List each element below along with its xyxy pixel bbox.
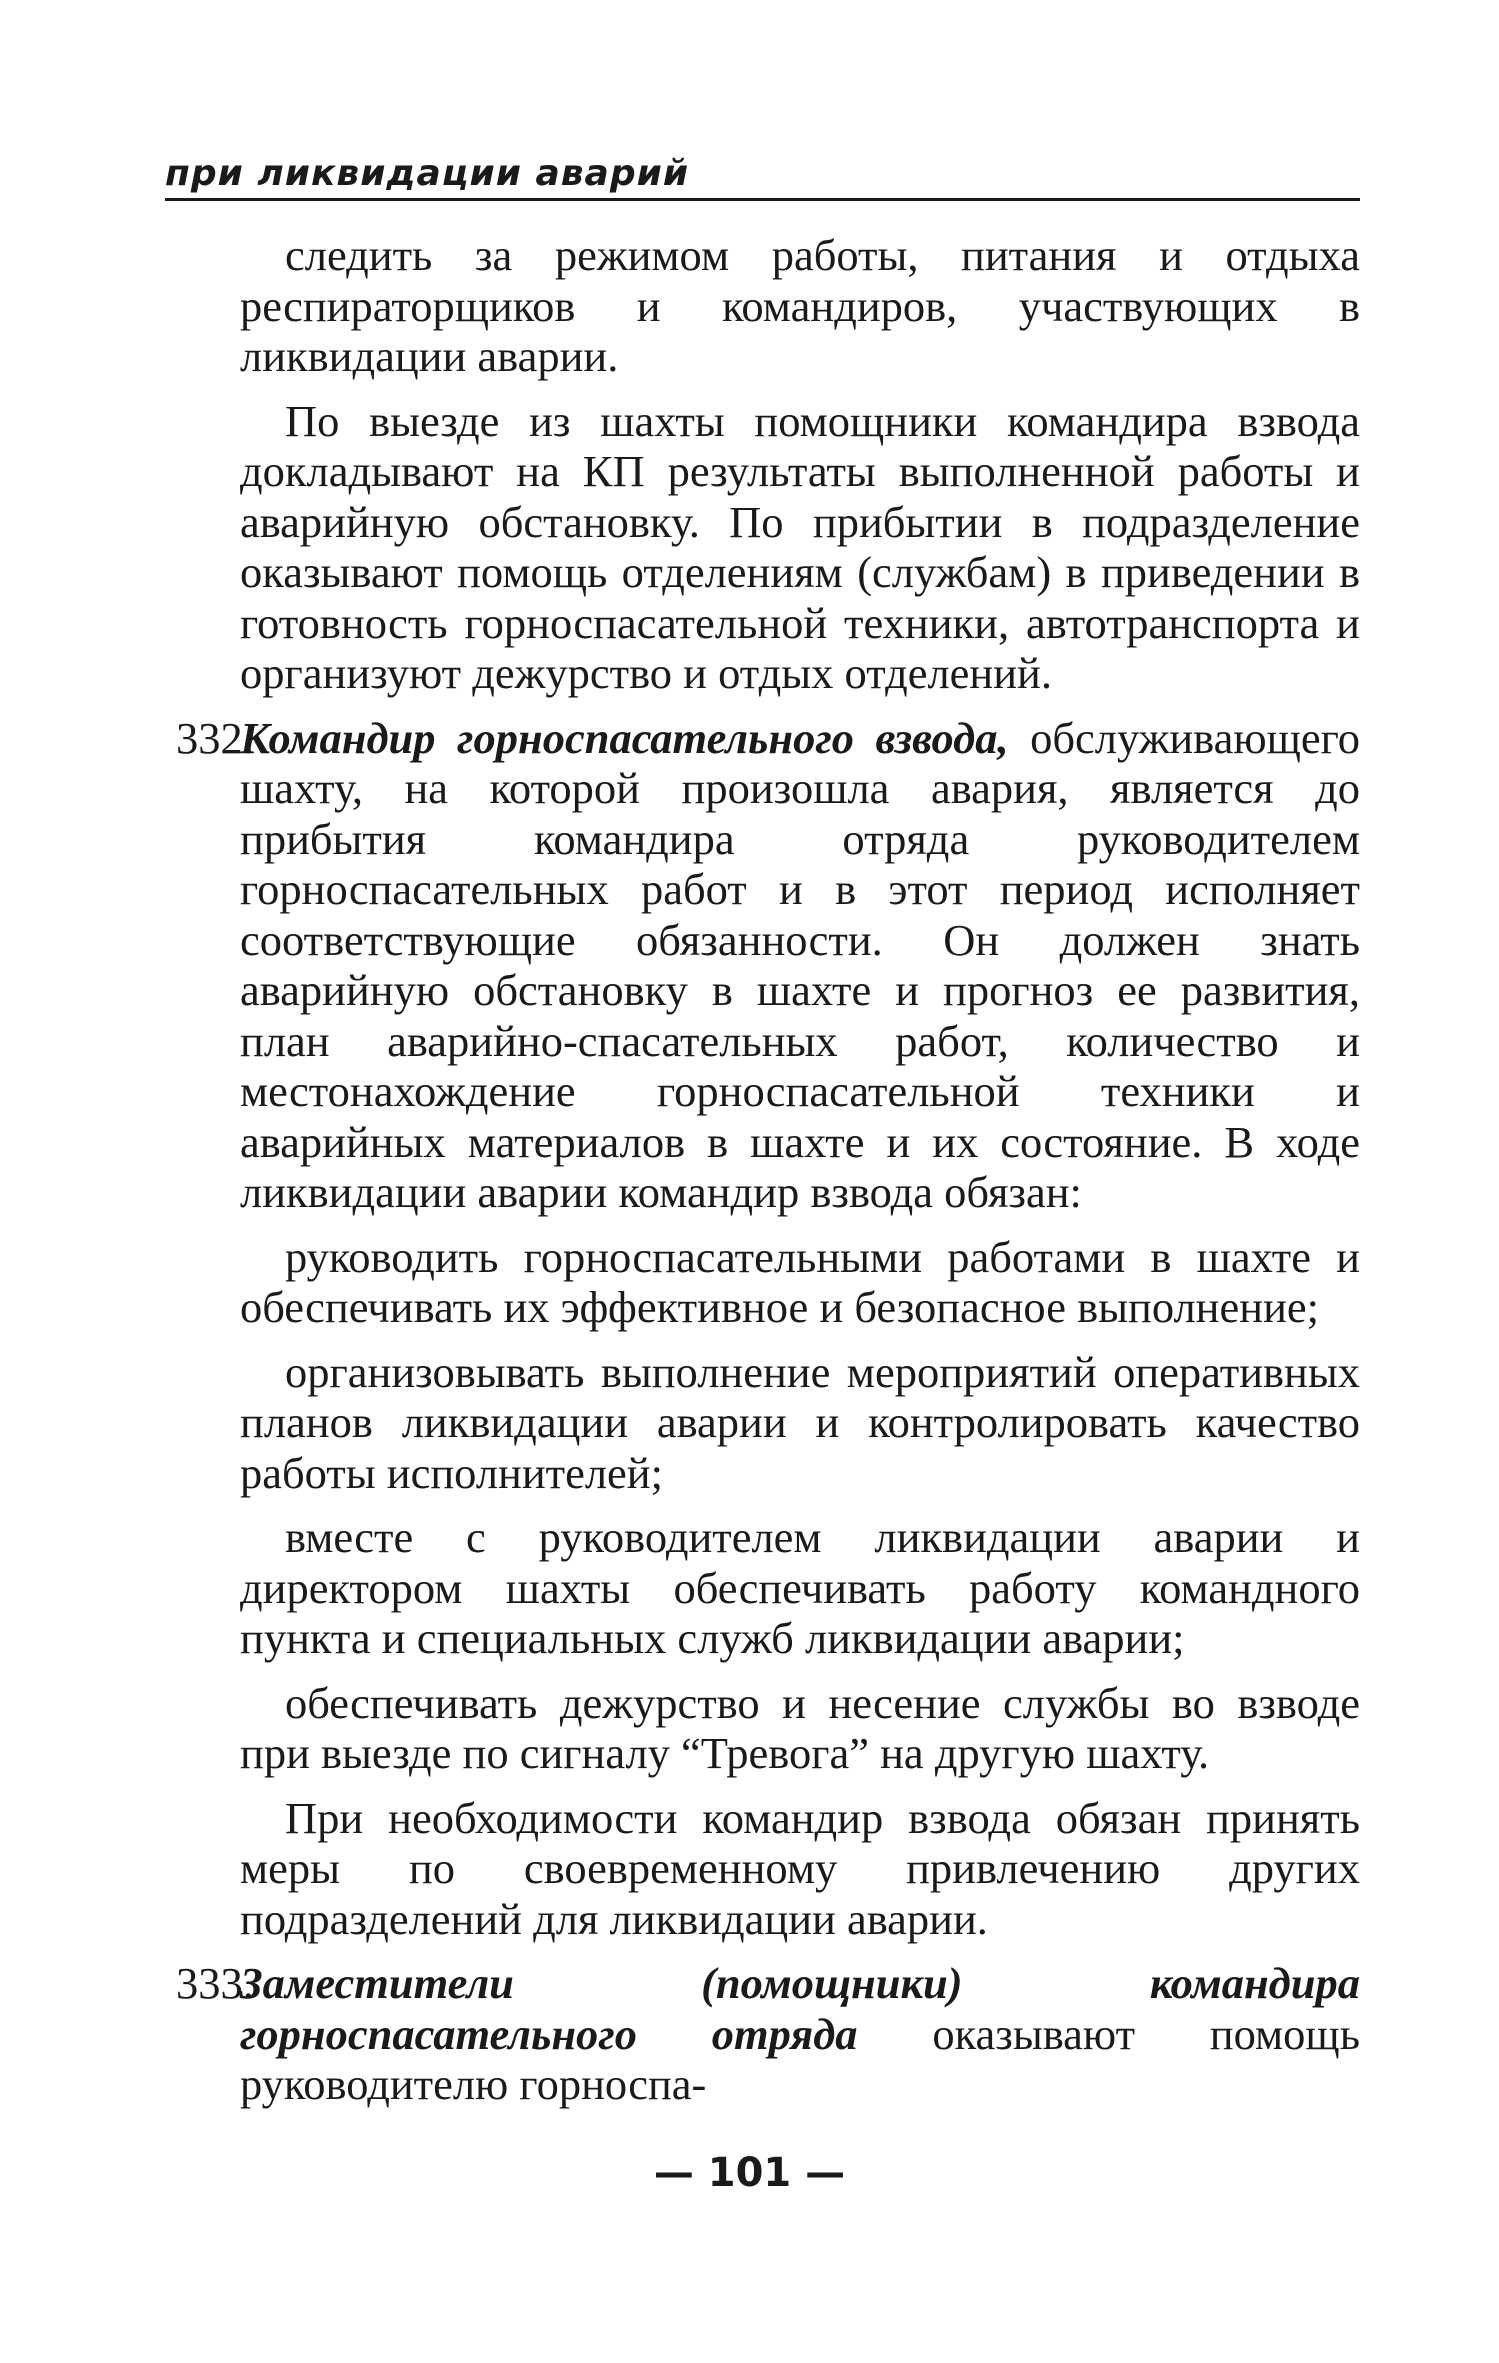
numbered-item-333 bbox=[176, 1958, 1360, 2110]
paragraph: При необходимости командир взвода обязан принять меры по своевременному привлечению других подразделений для ликвидации аварии. bbox=[240, 1792, 1360, 1944]
item-number: 333. bbox=[176, 1958, 254, 2008]
numbered-item-332 bbox=[176, 712, 1360, 1218]
paragraph: По выезде из шахты помощники командира взвода докладывают на КП результаты выполненной работы и аварийную обстановку. По прибытии в подразделение оказывают помощь отделениям (службам) в приведении в готовность горноспасательной техники, автотранспорта и организуют дежурство и отдых отделений. bbox=[240, 395, 1360, 698]
item-term: Заместители (помощники) командира горноспасательного отряда bbox=[240, 1958, 1360, 2059]
body-text bbox=[176, 230, 1360, 2110]
paragraph-continuation: следить за режимом работы, питания и отдыха респираторщиков и командиров, участвующих в ликвидации аварии. bbox=[240, 230, 1360, 381]
duty-item: руководить горноспасательными работами в шахте и обеспечивать их эффективное и безопасное выполнение; bbox=[240, 1231, 1360, 1332]
item-text: оказывают помощь руководителю горноспа- bbox=[240, 2008, 1360, 2109]
item-term: Командир горноспасательного взвода, bbox=[240, 712, 1009, 763]
running-title: при ликвидации аварий bbox=[165, 152, 1360, 201]
item-text: обслуживающего шахту, на которой произошла авария, является до прибытия командира отряда руководителем горноспасательных работ и в этот период исполняет соответствующие обязанности. Он должен знать аварийную обстановку в шахте и прогноз ее развития, план аварийно-спасательных работ, количество и местонахождение горноспасательной техники и аварийных материалов в шахте и их состояние. В ходе ликвидации аварии командир взвода обязан: bbox=[240, 712, 1360, 1217]
duty-item: вместе с руководителем ликвидации аварии и директором шахты обеспечивать работу командного пункта и специальных служб ликвидации аварии; bbox=[240, 1512, 1360, 1663]
page-number: — 101 — bbox=[653, 2150, 846, 2196]
item-number: 332. bbox=[176, 712, 254, 763]
duty-item: обеспечивать дежурство и несение службы во взводе при выезде по сигналу “Тревога” на другую шахту. bbox=[240, 1677, 1360, 1778]
duty-item: организовывать выполнение мероприятий оперативных планов ликвидации аварии и контролировать качество работы исполнителей; bbox=[240, 1346, 1360, 1498]
